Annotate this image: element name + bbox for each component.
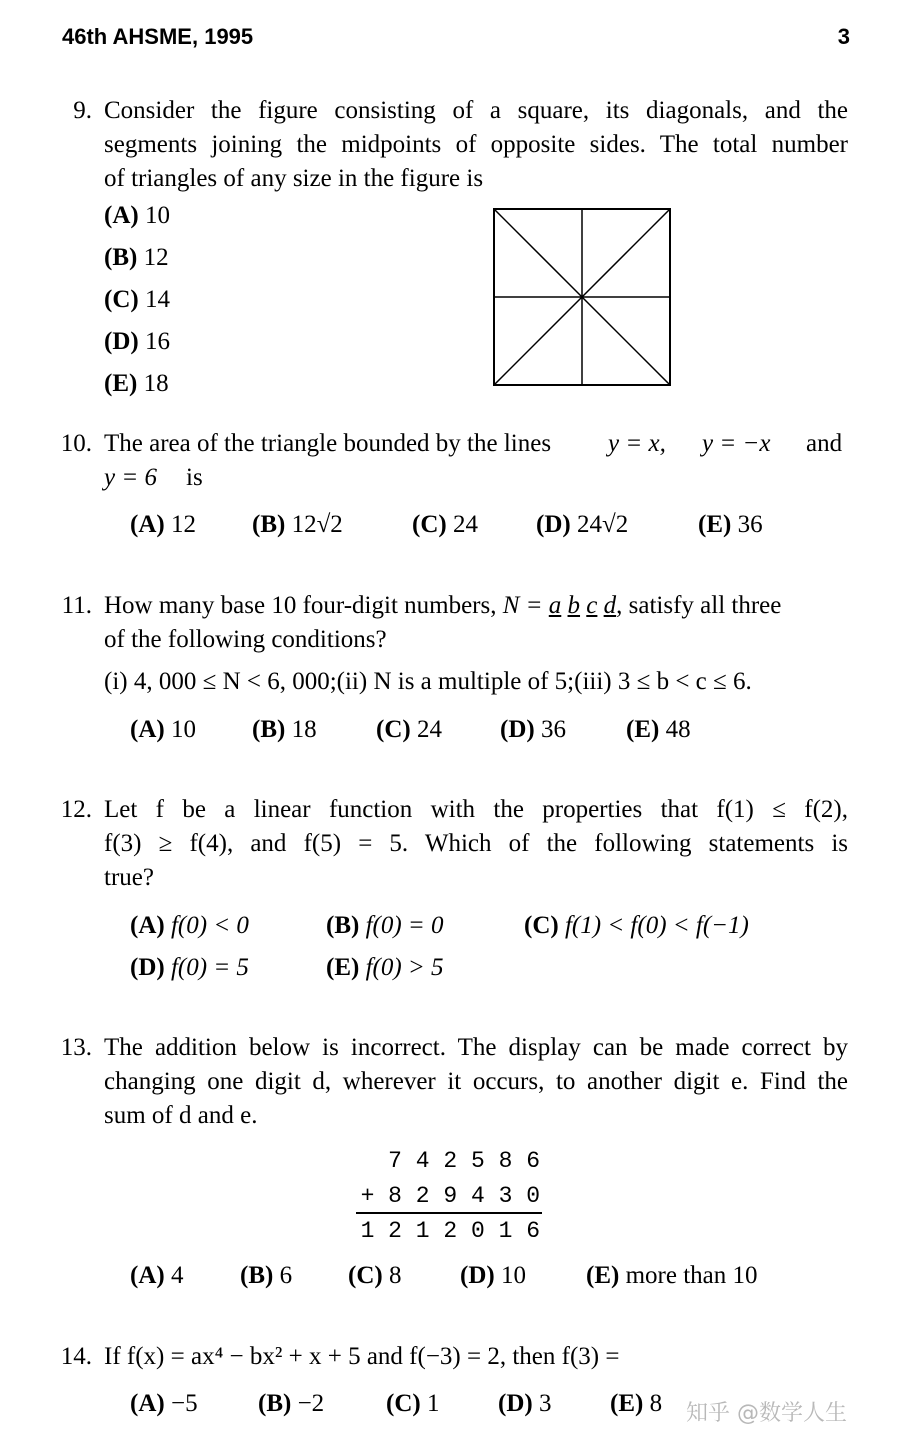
choice-value: 14: [144, 286, 170, 313]
choice-value: 16: [144, 328, 170, 355]
question-10-number: 10.: [60, 430, 92, 457]
choice-label: (E): [326, 954, 360, 981]
q11-choice-b[interactable]: [252, 716, 317, 744]
q10-equation-2: y = −x: [702, 430, 771, 457]
q13-choice-d[interactable]: [460, 1262, 526, 1290]
question-9-line-3: of triangles of any size in the figure is: [104, 165, 484, 192]
choice-label: (A): [130, 716, 165, 743]
addition-sum: 1 2 1 2 0 1 6: [360, 1218, 540, 1244]
choice-value: 36: [737, 511, 763, 538]
choice-value: f(0) > 5: [365, 954, 444, 981]
q14-choice-c[interactable]: [386, 1390, 439, 1418]
choice-label: (A): [130, 1390, 165, 1417]
choice-value: 4: [170, 1262, 184, 1289]
q10-choice-e[interactable]: [698, 511, 763, 539]
q12-choice-d[interactable]: [130, 954, 249, 982]
digit-a: a: [548, 592, 562, 619]
choice-value: 48: [665, 716, 691, 743]
choice-label: (E): [698, 511, 732, 538]
q11-choice-d[interactable]: [500, 716, 566, 744]
choice-value: 1: [426, 1390, 440, 1417]
choice-label: (E): [104, 370, 138, 397]
choice-label: (C): [348, 1262, 383, 1289]
choice-value: 8: [388, 1262, 402, 1289]
choice-value: f(0) < 0: [170, 912, 249, 939]
addend-2: + 8 2 9 4 3 0: [360, 1183, 540, 1209]
page-number: 3: [837, 24, 850, 49]
q13-choice-c[interactable]: [348, 1262, 401, 1290]
q9-choice-a[interactable]: [104, 202, 170, 230]
choice-value: 24: [452, 511, 478, 538]
q9-choice-d[interactable]: [104, 328, 170, 356]
choice-value: more than 10: [625, 1262, 758, 1289]
q10-and: and: [806, 430, 843, 457]
addition-rule: [356, 1212, 542, 1214]
q14-choice-b[interactable]: [258, 1390, 324, 1418]
q12-choice-e[interactable]: [326, 954, 444, 982]
choice-value: 10: [500, 1262, 526, 1289]
choice-value: 36: [540, 716, 566, 743]
choice-label: (A): [130, 912, 165, 939]
choice-label: (D): [500, 716, 535, 743]
choice-label: (C): [412, 511, 447, 538]
question-9-line-2: segments joining the midpoints of opposite sides. The total number: [104, 131, 848, 158]
q11-intro-text: How many base 10 four-digit numbers,: [104, 592, 497, 619]
choice-label: (B): [258, 1390, 292, 1417]
choice-value: 12: [170, 511, 196, 538]
question-11-line-1: [104, 592, 781, 620]
digit-b: b: [567, 592, 581, 619]
q9-choice-b[interactable]: [104, 244, 169, 272]
q10-choice-c[interactable]: [412, 511, 478, 539]
q11-choice-e[interactable]: [626, 716, 691, 744]
q10-equation-1: y = x,: [608, 430, 666, 457]
choice-value: f(0) = 5: [170, 954, 249, 981]
square-diagonals-figure: [492, 207, 672, 387]
q10-is: is: [186, 464, 203, 491]
choice-label: (E): [586, 1262, 620, 1289]
question-11-line-2: of the following conditions?: [104, 626, 387, 653]
choice-label: (D): [460, 1262, 495, 1289]
question-10-line-1-text: The area of the triangle bounded by the lines: [104, 430, 552, 457]
question-12-line-2: f(3) ≥ f(4), and f(5) = 5. Which of the following statements is: [104, 830, 848, 857]
q13-choice-a[interactable]: [130, 1262, 183, 1290]
choice-label: (E): [626, 716, 660, 743]
choice-label: (D): [104, 328, 139, 355]
choice-label: (B): [104, 244, 138, 271]
q9-choice-c[interactable]: [104, 286, 170, 314]
choice-value: f(0) = 0: [365, 912, 444, 939]
q11-conditions: (i) 4, 000 ≤ N < 6, 000;(ii) N is a multiple of 5;(iii) 3 ≤ b < c ≤ 6.: [104, 668, 752, 695]
choice-label: (D): [536, 511, 571, 538]
choice-label: (C): [386, 1390, 421, 1417]
q12-choice-b[interactable]: [326, 912, 444, 940]
q10-choice-d[interactable]: [536, 511, 628, 539]
q13-choice-b[interactable]: [240, 1262, 292, 1290]
question-14-line: If f(x) = ax⁴ − bx² + x + 5 and f(−3) = 2, then f(3) =: [104, 1343, 620, 1370]
q11-choice-a[interactable]: [130, 716, 196, 744]
q11-n-equals: N =: [502, 592, 543, 619]
choice-value: 24√2: [576, 511, 629, 538]
choice-value: 18: [143, 370, 169, 397]
q10-choice-b[interactable]: [252, 511, 343, 539]
question-12-line-1: Let f be a linear function with the properties that f(1) ≤ f(2),: [104, 796, 848, 823]
choice-value: 12: [143, 244, 169, 271]
running-header: 46th AHSME, 1995: [62, 24, 254, 49]
q11-choice-c[interactable]: [376, 716, 442, 744]
digit-d: d: [603, 592, 617, 619]
question-9-line-1: Consider the figure consisting of a square, its diagonals, and the: [104, 97, 848, 124]
question-13-number: 13.: [60, 1034, 92, 1061]
q14-choice-e[interactable]: [610, 1390, 662, 1418]
q12-choice-c[interactable]: [524, 912, 749, 940]
q10-choice-a[interactable]: [130, 511, 196, 539]
addend-1: 7 4 2 5 8 6: [388, 1148, 540, 1174]
q14-choice-d[interactable]: [498, 1390, 551, 1418]
choice-label: (D): [498, 1390, 533, 1417]
watermark: 知乎 @数学人生: [686, 1401, 847, 1426]
choice-value: −5: [170, 1390, 198, 1417]
choice-label: (B): [252, 511, 286, 538]
choice-label: (A): [130, 511, 165, 538]
question-13-line-3: sum of d and e.: [104, 1102, 258, 1129]
question-12-line-3: true?: [104, 864, 154, 891]
question-9-number: 9.: [73, 97, 92, 124]
choice-value: 3: [538, 1390, 552, 1417]
choice-value: −2: [297, 1390, 325, 1417]
choice-value: 10: [170, 716, 196, 743]
q12-choice-a[interactable]: [130, 912, 249, 940]
q9-choice-e[interactable]: [104, 370, 169, 398]
choice-label: (C): [524, 912, 559, 939]
choice-label: (B): [252, 716, 286, 743]
question-13-line-2: changing one digit d, wherever it occurs, to another digit e. Find the: [104, 1068, 848, 1095]
choice-label: (E): [610, 1390, 644, 1417]
choice-value: 10: [144, 202, 170, 229]
choice-value: 18: [291, 716, 317, 743]
choice-value: 24: [416, 716, 442, 743]
q10-equation-3: y = 6: [104, 464, 157, 491]
question-11-number: 11.: [61, 592, 92, 619]
question-14-number: 14.: [60, 1343, 92, 1370]
choice-label: (A): [104, 202, 139, 229]
choice-label: (C): [104, 286, 139, 313]
choice-label: (A): [130, 1262, 165, 1289]
question-12-number: 12.: [60, 796, 92, 823]
choice-value: 6: [279, 1262, 293, 1289]
q11-line-end: , satisfy all three: [616, 592, 782, 619]
choice-label: (B): [326, 912, 360, 939]
choice-value: f(1) < f(0) < f(−1): [564, 912, 749, 939]
choice-value: 12√2: [291, 511, 343, 538]
q13-choice-e[interactable]: [586, 1262, 758, 1290]
choice-label: (D): [130, 954, 165, 981]
question-13-line-1: The addition below is incorrect. The display can be made correct by: [104, 1034, 848, 1061]
choice-value: 8: [649, 1390, 663, 1417]
q14-choice-a[interactable]: [130, 1390, 198, 1418]
choice-label: (C): [376, 716, 411, 743]
choice-label: (B): [240, 1262, 274, 1289]
digit-c: c: [586, 592, 598, 619]
